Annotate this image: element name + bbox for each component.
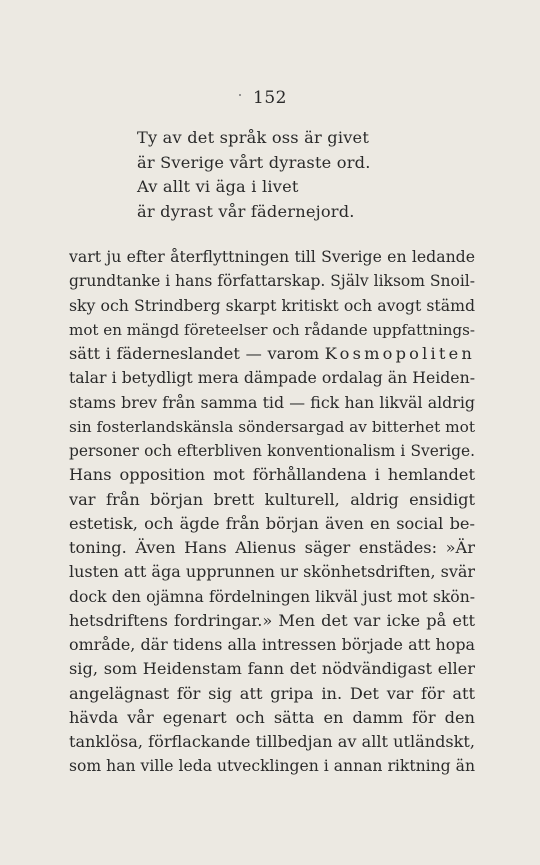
text-line: hävda vår egenart och sätta en damm för den xyxy=(69,707,475,727)
text-line: område, där tidens alla intressen började att hopa xyxy=(69,635,475,654)
text-line: som han ville leda utvecklingen i annan riktning än xyxy=(69,757,475,776)
text-line: Hans opposition mot förhållandena i hemlandet xyxy=(69,465,475,485)
spaced-title-kosmopoliten: Kosmopoliten xyxy=(324,344,475,363)
text-line: sky och Strindberg skarpt kritiskt och avogt stämd xyxy=(69,295,475,315)
text-line: tanklösa, förflackande tillbedjan av allt utländskt, xyxy=(69,732,475,751)
poem-line: Av allt vi äga i livet xyxy=(137,177,299,197)
text-line: var från början brett kulturell, aldrig ensidigt xyxy=(69,489,475,509)
text-line: mot en mängd företeelser och rådande uppfattnings- xyxy=(69,320,475,339)
text-line: dock den ojämna fördelningen likväl just mot skön- xyxy=(69,587,475,606)
text-line: personer och efterbliven konventionalism i Sverige. xyxy=(69,442,475,460)
page-number: 152 xyxy=(253,88,287,108)
text-line: angelägnast för sig att gripa in. Det var för att xyxy=(69,683,475,703)
text-line: lusten att äga upprunnen ur skönhetsdriften, svär xyxy=(69,562,475,582)
text-line: grundtanke i hans författarskap. Själv liksom Snoil- xyxy=(69,272,475,291)
text-line: sin fosterlandskänsla söndersargad av bitterhet mot xyxy=(69,417,475,436)
poem-line: är dyrast vår fädernejord. xyxy=(137,201,355,221)
text-line: sig, som Heidenstam fann det nödvändigast eller xyxy=(69,659,475,679)
text-line: stams brev från samma tid — fick han likväl aldrig xyxy=(69,392,475,412)
poem-stanza xyxy=(137,126,371,224)
text-line: hetsdriftens fordringar.» Men det var icke på ett xyxy=(69,610,475,630)
text-line: vart ju efter återflyttningen till Sverige en ledande xyxy=(69,247,475,266)
text-segment: sätt i fäderneslandet — varom xyxy=(69,344,320,363)
text-line: estetisk, och ägde från början även en social be- xyxy=(69,513,475,533)
body-text xyxy=(69,245,475,779)
poem-line: är Sverige vårt dyraste ord. xyxy=(137,152,371,172)
text-line: toning. Även Hans Alienus säger enstädes: »Är xyxy=(69,538,475,557)
text-line: talar i betydligt mera dämpade ordalag än Heiden- xyxy=(69,368,475,388)
poem-line: Ty av det språk oss är givet xyxy=(137,128,370,147)
text-line xyxy=(69,342,475,366)
